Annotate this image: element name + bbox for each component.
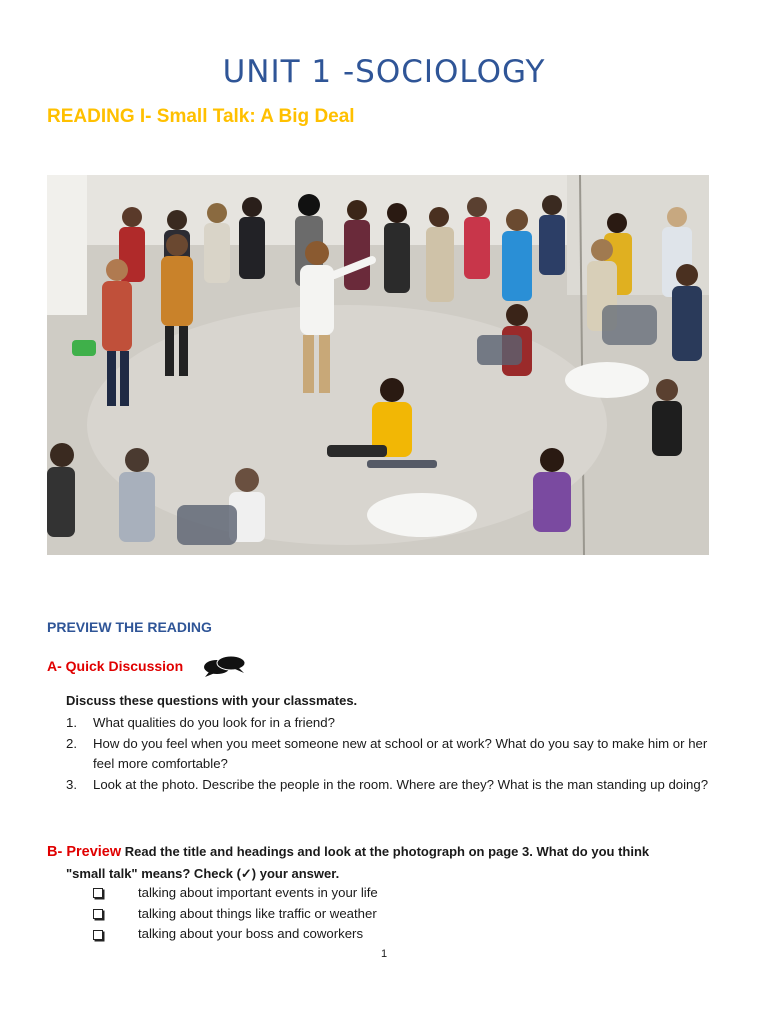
option-item[interactable]: [93, 904, 378, 925]
question-item: [66, 713, 726, 734]
section-b: [47, 841, 727, 884]
checkbox-icon[interactable]: [93, 888, 103, 898]
option-item[interactable]: [93, 924, 378, 945]
section-b-instruction-2: "small talk" means? Check (✓) your answer.: [66, 866, 340, 881]
question-item: [66, 775, 726, 796]
question-text: What qualities do you look for in a friend?: [93, 715, 335, 730]
question-item: [66, 734, 726, 775]
reading-title: READING I- Small Talk: A Big Deal: [47, 106, 355, 127]
question-text: How do you feel when you meet someone new at school or at work? What do you say to make him or her feel more comfortable?: [93, 735, 708, 771]
unit-title: UNIT 1 -SOCIOLOGY: [222, 54, 546, 90]
page-number: 1: [380, 948, 388, 960]
discussion-intro: Discuss these questions with your classmates.: [66, 693, 358, 708]
checkbox-icon[interactable]: [93, 909, 103, 919]
question-number: 1.: [66, 715, 77, 730]
section-a-heading: [47, 655, 247, 677]
photo-illustration: [47, 175, 709, 555]
section-a-label: A- Quick Discussion: [47, 658, 184, 674]
question-text: Look at the photo. Describe the people in the room. Where are they? What is the man standing up doing?: [93, 776, 709, 792]
discussion-photo: [47, 175, 709, 555]
speech-bubbles-icon: [201, 655, 247, 677]
preview-heading: PREVIEW THE READING: [47, 619, 212, 635]
section-b-label: B- Preview: [47, 844, 122, 860]
option-label: talking about things like traffic or weather: [138, 905, 377, 921]
checkbox-icon[interactable]: [93, 930, 103, 940]
option-item[interactable]: [93, 883, 378, 904]
preview-options: [93, 883, 378, 945]
option-label: talking about your boss and coworkers: [138, 926, 364, 942]
question-number: 2.: [66, 735, 77, 751]
option-label: talking about important events in your life: [138, 885, 378, 900]
section-b-instruction-1: Read the title and headings and look at the photograph on page 3. What do you think: [124, 844, 650, 859]
question-number: 3.: [66, 776, 77, 792]
discussion-questions: [66, 713, 726, 795]
